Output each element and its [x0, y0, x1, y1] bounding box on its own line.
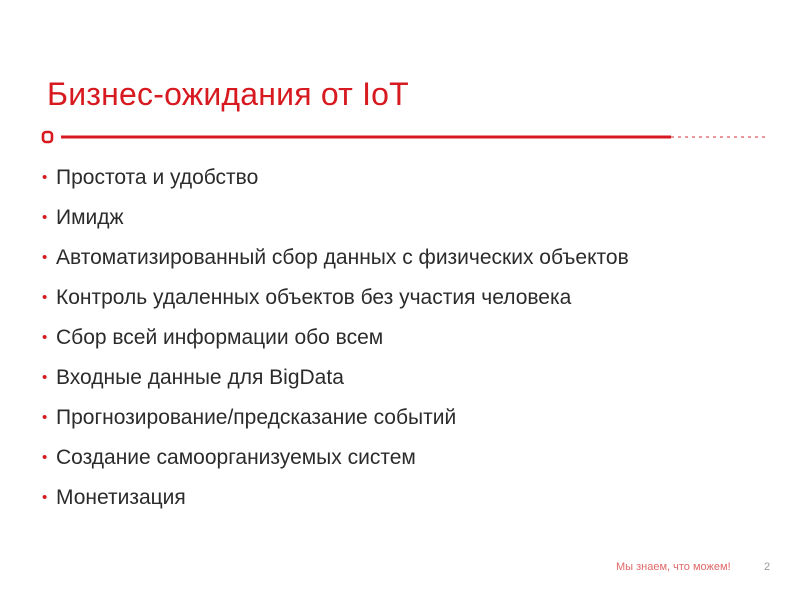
bullet-text: Прогнозирование/предсказание событий [56, 406, 457, 429]
page-number: 2 [764, 561, 771, 573]
bullet-list [42, 163, 762, 523]
bullet-text: Контроль удаленных объектов без участия человека [56, 286, 572, 309]
bullet-text: Монетизация [56, 486, 186, 509]
footer-tagline: Мы знаем, что можем! [616, 561, 731, 573]
bullet-text: Автоматизированный сбор данных с физических объектов [56, 246, 629, 269]
list-item [42, 443, 762, 473]
bullet-icon: • [42, 329, 48, 346]
bullet-icon: • [42, 409, 48, 426]
list-item [42, 163, 762, 193]
bullet-icon: • [42, 249, 48, 266]
bullet-icon: • [42, 169, 48, 186]
bullet-text: Простота и удобство [56, 166, 259, 189]
list-item [42, 283, 762, 313]
list-item [42, 323, 762, 353]
bullet-text: Создание самоорганизуемых систем [56, 446, 416, 469]
list-item [42, 403, 762, 433]
list-item [42, 363, 762, 393]
bullet-icon: • [42, 449, 48, 466]
bullet-text: Имидж [56, 206, 124, 229]
list-item [42, 203, 762, 233]
bullet-text: Сбор всей информации обо всем [56, 326, 384, 349]
slide-title: Бизнес-ожидания от IoT [47, 76, 409, 112]
list-item [42, 243, 762, 273]
bullet-icon: • [42, 489, 48, 506]
bullet-text: Входные данные для BigData [56, 366, 344, 389]
bullet-icon: • [42, 369, 48, 386]
bullet-icon: • [42, 289, 48, 306]
bullet-icon: • [42, 209, 48, 226]
list-item [42, 483, 762, 513]
divider-line [61, 136, 671, 139]
divider-marker-icon [43, 132, 52, 142]
title-divider [40, 130, 770, 144]
